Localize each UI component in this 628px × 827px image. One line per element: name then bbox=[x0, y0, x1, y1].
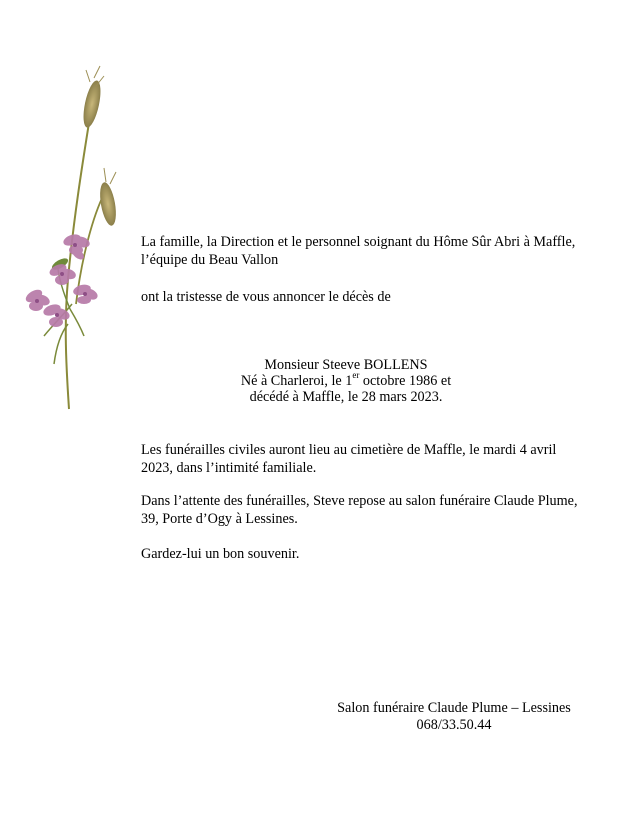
wake-paragraph: Dans l’attente des funérailles, Steve repose au salon funéraire Claude Plume, 39, Porte d’Ogy à Lessines. bbox=[141, 493, 578, 527]
funeral-home-name: Salon funéraire Claude Plume – Lessines bbox=[337, 700, 571, 716]
birth-superscript: er bbox=[352, 370, 360, 381]
announce-paragraph: ont la tristesse de vous annoncer le décès de bbox=[141, 289, 391, 305]
death-line: décédé à Maffle, le 28 mars 2023. bbox=[249, 389, 443, 405]
floral-illustration-icon bbox=[14, 64, 124, 424]
funeral-paragraph: Les funérailles civiles auront lieu au cimetière de Maffle, le mardi 4 avril 2023, dans l’intimité familiale. bbox=[141, 442, 557, 476]
birth-suffix: octobre 1986 et bbox=[359, 373, 452, 389]
birth-line bbox=[176, 370, 516, 391]
deceased-name: Monsieur Steeve BOLLENS bbox=[264, 357, 428, 373]
funeral-home-phone: 068/33.50.44 bbox=[416, 717, 492, 733]
farewell-line: Gardez-lui un bon souvenir. bbox=[141, 546, 300, 562]
birth-prefix: Né à Charleroi, le 1 bbox=[240, 373, 353, 389]
intro-paragraph: La famille, la Direction et le personnel soignant du Hôme Sûr Abri à Maffle, l’équipe du Beau Vallon bbox=[141, 234, 576, 268]
